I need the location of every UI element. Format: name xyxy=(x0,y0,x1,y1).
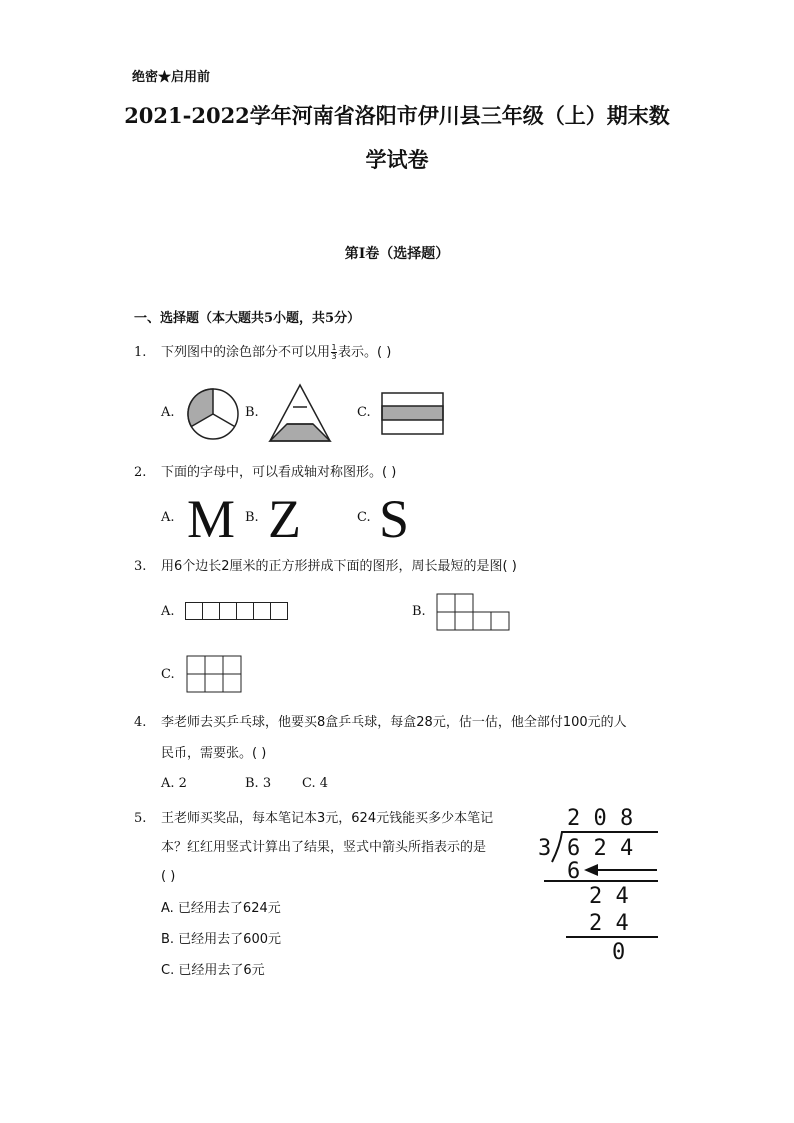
division-step1: 6 xyxy=(567,859,581,884)
letter-s: S xyxy=(379,489,410,549)
division-line-1 xyxy=(544,880,658,882)
secret-label: 绝密★启用前 xyxy=(132,70,211,85)
q4-line1: 李老师去买乒乓球，他要买8盒乒乓球，每盒28元，估一估，他全部付100元的人 xyxy=(161,715,627,730)
q2-option-b-label[interactable]: B. xyxy=(245,510,259,525)
division-step3: 2 4 xyxy=(589,911,629,936)
q3-figure-b xyxy=(436,593,510,631)
q4-number: 4. xyxy=(134,715,147,730)
q1-text xyxy=(161,338,391,368)
q3-figure-a xyxy=(185,602,288,620)
q4-line2: 民币，需要张。( ) xyxy=(161,746,267,761)
page-title-line1: 2021-2022学年河南省洛阳市伊川县三年级（上）期末数 xyxy=(124,103,670,128)
q1-option-a-label[interactable]: A. xyxy=(161,405,175,420)
q3-number: 3. xyxy=(134,559,147,574)
letter-m: M xyxy=(187,489,236,549)
q1-text-after: 表示。( ) xyxy=(338,345,392,360)
q3-figure-c xyxy=(186,655,242,693)
q4-option-b[interactable]: B. 3 xyxy=(245,776,272,791)
q5-option-b[interactable]: B. 已经用去了600元 xyxy=(161,932,281,947)
q1-option-c-label[interactable]: C. xyxy=(357,405,371,420)
q1-rectangle-figure xyxy=(381,392,444,435)
q4-option-a[interactable]: A. 2 xyxy=(161,776,187,791)
page-title-line2: 学试卷 xyxy=(365,147,429,172)
q3-text: 用6个边长2厘米的正方形拼成下面的图形，周长最短的是图( ) xyxy=(161,559,517,574)
q2-number: 2. xyxy=(134,465,147,480)
fraction xyxy=(331,344,337,361)
fraction-denominator: 3 xyxy=(331,352,337,361)
q2-option-a-label[interactable]: A. xyxy=(161,510,175,525)
q3-option-a-label[interactable]: A. xyxy=(161,604,175,619)
part-title: 一、选择题（本大题共5小题，共5分） xyxy=(134,311,361,326)
q5-line3: ( ) xyxy=(161,869,176,884)
q1-option-b-label[interactable]: B. xyxy=(245,405,259,420)
fraction-numerator: 1 xyxy=(331,343,337,352)
division-dividend: 6 2 4 xyxy=(567,836,634,861)
division-step2: 2 4 xyxy=(589,884,629,909)
q1-triangle-figure xyxy=(268,383,332,443)
q5-number: 5. xyxy=(134,811,147,826)
q1-circle-figure xyxy=(186,387,240,441)
q4-option-c[interactable]: C. 4 xyxy=(302,776,329,791)
q3-option-c-label[interactable]: C. xyxy=(161,667,175,682)
division-divisor: 3 xyxy=(538,836,552,861)
q2-text: 下面的字母中，可以看成轴对称图形。( ) xyxy=(161,465,397,480)
division-quotient: 2 0 8 xyxy=(567,806,634,831)
q1-text-before: 下列图中的涂色部分不可以用 xyxy=(161,345,331,360)
q3-option-b-label[interactable]: B. xyxy=(412,604,426,619)
arrow-icon xyxy=(584,862,658,878)
division-remainder: 0 xyxy=(612,940,626,965)
q2-option-c-label[interactable]: C. xyxy=(357,510,371,525)
section-title: 第I卷（选择题） xyxy=(344,246,450,262)
q5-option-a[interactable]: A. 已经用去了624元 xyxy=(161,901,281,916)
q5-line1: 王老师买奖品，每本笔记本3元，624元钱能买多少本笔记 xyxy=(161,811,494,826)
letter-z: Z xyxy=(268,489,301,549)
division-line-2 xyxy=(566,936,658,938)
q5-option-c[interactable]: C. 已经用去了6元 xyxy=(161,963,265,978)
q5-line2: 本？红红用竖式计算出了结果，竖式中箭头所指表示的是 xyxy=(161,840,487,855)
q1-number: 1. xyxy=(134,345,147,360)
